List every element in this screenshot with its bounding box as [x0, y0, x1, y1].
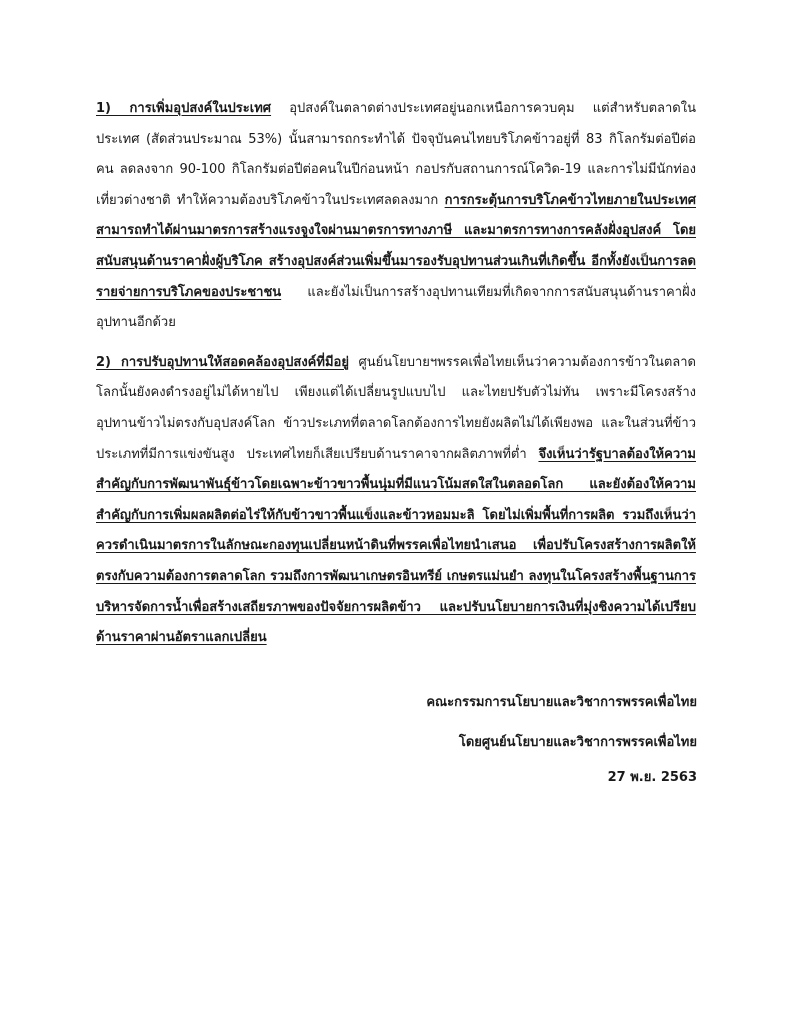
heading-domestic-demand: 1) การเพิ่มอุปสงค์ในประเทศ — [96, 101, 272, 116]
emphasis-government-policy: จึงเห็นว่ารัฐบาลต้องให้ความสำคัญกับการพัฒนาพันธุ์ข้าวโดยเฉพาะข้าวขาวพื้นนุ่มที่มีแนวโน้มสดใสในตลอดโลก และยังต้องให้ความสำคัญกับการเพิ่มผลผลิตต่อไร่ให้กับข้าวขาวพื้นแข็งและข้าวหอมมะลิ โดยไม่เพิ่มพื้นที่การผลิต รวมถึงเห็นว่าควรดำเนินมาตรการในลักษณะกองทุนเปลี่ยนหน้าดินที่พรรคเพื่อไทยนำเสนอ เพื่อปรับโครงสร้างการผลิตให้ตรงกับความต้องการตลาดโลก รวมถึงการพัฒนาเกษตรอินทรีย์ เกษตรแม่นยำ ลงทุนในโครงสร้างพื้นฐานการบริหารจัดการน้ำเพื่อสร้างเสถียรภาพของปัจจัยการผลิตข้าว และปรับนโยบายการเงินที่มุ่งชิงความได้เปรียบด้านราคาผ่านอัตราแลกเปลี่ยน — [96, 446, 696, 646]
signature-block — [426, 683, 697, 793]
paragraph-text: ศูนย์นโยบายฯพรรคเพื่อไทยเห็นว่าความต้องการข้าวในตลาดโลกนั้นยังคงดำรงอยู่ไม่ได้หายไป เพียงแต่ได้เปลี่ยนรูปแบบไป และไทยปรับตัวไม่ทัน เพราะมีโครงสร้างอุปทานข้าวไม่ตรงกับอุปสงค์โลก ข้าวประเภทที่ตลาดโลกต้องการไทยยังผลิตไม่ได้เพียงพอ และในส่วนที่ข้าวประเภทที่มีการแข่งขันสูง ประเทศไทยก็เสียเปรียบด้านราคาจากผลิตภาพที่ต่ำ — [96, 354, 696, 462]
paragraph-supply-adjustment — [96, 348, 696, 654]
paragraph-domestic-demand — [96, 94, 696, 339]
heading-supply-adjustment: 2) การปรับอุปทานให้สอดคล้องอุปสงค์ที่มีอยู่ — [96, 354, 349, 370]
emphasis-consumption-stimulus: การกระตุ้นการบริโภคข้าวไทยภายในประเทศสามารถทำได้ผ่านมาตรการสร้างแรงจูงใจผ่านมาตรการทางภาษี และมาตรการทางการคลังฝั่งอุปสงค์ โดยสนับสนุนด้านราคาฝั่งผู้บริโภค สร้างอุปสงค์ส่วนเพิ่มขึ้นมารองรับอุปทานส่วนเกินที่เกิดขึ้น อีกทั้งยังเป็นการลดรายจ่ายการบริโภคของประชาชน — [96, 192, 696, 300]
document-body — [96, 94, 696, 654]
paragraph-text: และยังไม่เป็นการสร้างอุปทานเทียมที่เกิดจากการสนับสนุนด้านราคาฝั่งอุปทานอีกด้วย — [96, 284, 696, 331]
signature-center: โดยศูนย์นโยบายและวิชาการพรรคเพื่อไทย — [458, 735, 697, 750]
signature-committee: คณะกรรมการนโยบายและวิชาการพรรคเพื่อไทย — [426, 695, 697, 710]
signature-date: 27 พ.ย. 2563 — [607, 770, 697, 785]
paragraph-text: อุปสงค์ในตลาดต่างประเทศอยู่นอกเหนือการควบคุม แต่สำหรับตลาดในประเทศ (สัดส่วนประมาณ 53%) นั้นสามารถกระทำได้ ปัจจุบันคนไทยบริโภคข้าวอยู่ที่ 83 กิโลกรัมต่อปีต่อคน ลดลงจาก 90-100 กิโลกรัมต่อปีต่อคนในปีก่อนหน้า กอปรกับสถานการณ์โควิด-19 และการไม่มีนักท่องเที่ยวต่างชาติ ทำให้ความต้องบริโภคข้าวในประเทศลดลงมาก — [96, 101, 696, 208]
